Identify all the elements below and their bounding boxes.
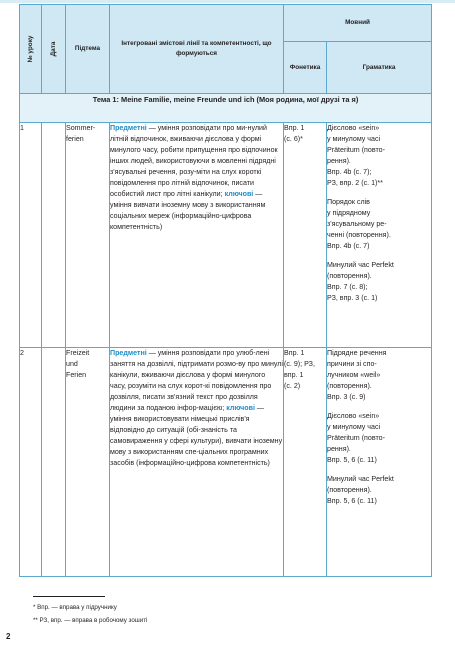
keyword-key: ключові: [224, 189, 254, 198]
theme-title: Тема 1: Meine Familie, meine Freunde und ich (Моя родина, мої друзі та я): [20, 94, 432, 123]
footnote-1: * Впр. — вправа у підручнику: [33, 604, 117, 611]
header-subtopic: Підтема: [66, 5, 110, 94]
page-number: 2: [6, 632, 11, 641]
lesson-subtopic: Sommer- ferien: [66, 123, 110, 348]
keyword-subject: Предметні: [110, 349, 147, 357]
lesson-grammar: Підрядне речення причини зі спо- лучником «weil» (повторення). Впр. 3 (с. 9) Дієслово «sein» у минулому часі Präteritum (повто- рення). Впр. 5, 6 (с. 11) Минулий час Perfekt (повторення). Впр. 5, 6 (с. 11): [327, 348, 432, 577]
lesson-date: [42, 348, 66, 577]
table-row: [20, 348, 432, 577]
lesson-date: [42, 123, 66, 348]
keyword-key: ключові: [226, 403, 255, 412]
keyword-subject: Предметні: [110, 124, 147, 132]
table-row: [20, 123, 432, 348]
header-lesson-number: № уроку: [20, 5, 42, 94]
lesson-number: 1: [20, 123, 42, 348]
header-date: Дата: [42, 5, 66, 94]
header-grammar: Граматика: [327, 42, 432, 94]
lesson-plan-table: [19, 4, 432, 577]
lesson-grammar: Дієслово «sein» у минулому часі Präteritum (повто- рення). Впр. 4b (с. 7); РЗ, впр. 2 (с. 1)** Порядок слів у підрядному з'ясувальному ре- ченні (повторення). Впр. 4b (с. 7) Минулий час Perfekt (повторення). Впр. 7 (с. 8); РЗ, впр. 3 (с. 1): [327, 123, 432, 348]
top-strip: [0, 0, 455, 3]
footnote-2: ** РЗ, впр. — вправа в робочому зошиті: [33, 617, 148, 624]
footnote-divider: [33, 596, 105, 597]
header-phonetics: Фонетика: [284, 42, 327, 94]
lesson-phonetics: Впр. 1 (с. 9); РЗ, впр. 1 (с. 2): [284, 348, 327, 577]
header-language: Мовний: [284, 5, 432, 42]
lesson-subtopic: Freizeit und Ferien: [66, 348, 110, 577]
lesson-integrated: Предметні — уміння розповідати про ми-нулий літній відпочинок, вживаючи дієслова у формі минулого часу, робити припущення про відпочинок інших людей, використовуючи в мовленні підрядні з'ясувальні речення, розу-міти на слух короткі повідомлення про літній відпочинок, писати особистий лист про літні канікули; ключові — уміння вивчати іноземну мову з використанням соціальних мереж (інформаційно-цифрова компетентність): [110, 123, 284, 348]
lesson-phonetics: Впр. 1 (с. 6)*: [284, 123, 327, 348]
lesson-integrated: Предметні — уміння розповідати про улюб-лені заняття на дозвіллі, підтримати розмо-ву про минулі канікули, вживаючи дієслова у формі минулого часу, розуміти на слух корот-кі повідомлення про дозвілля, писати зв'язний текст про дозвілля людини за поданою інфор-мацією; ключові — уміння використовувати німецькі прислів'я відповідно до ситуацій (обі-знаність та самовираження у сфері культури), вивчати іноземну мову з використанням спе-ціальних програмних засобів (інформаційно-цифрова компетентність): [110, 348, 284, 577]
lesson-number: 2: [20, 348, 42, 577]
header-integrated: Інтегровані змістові лінії та компетентності, що формуються: [110, 5, 284, 94]
